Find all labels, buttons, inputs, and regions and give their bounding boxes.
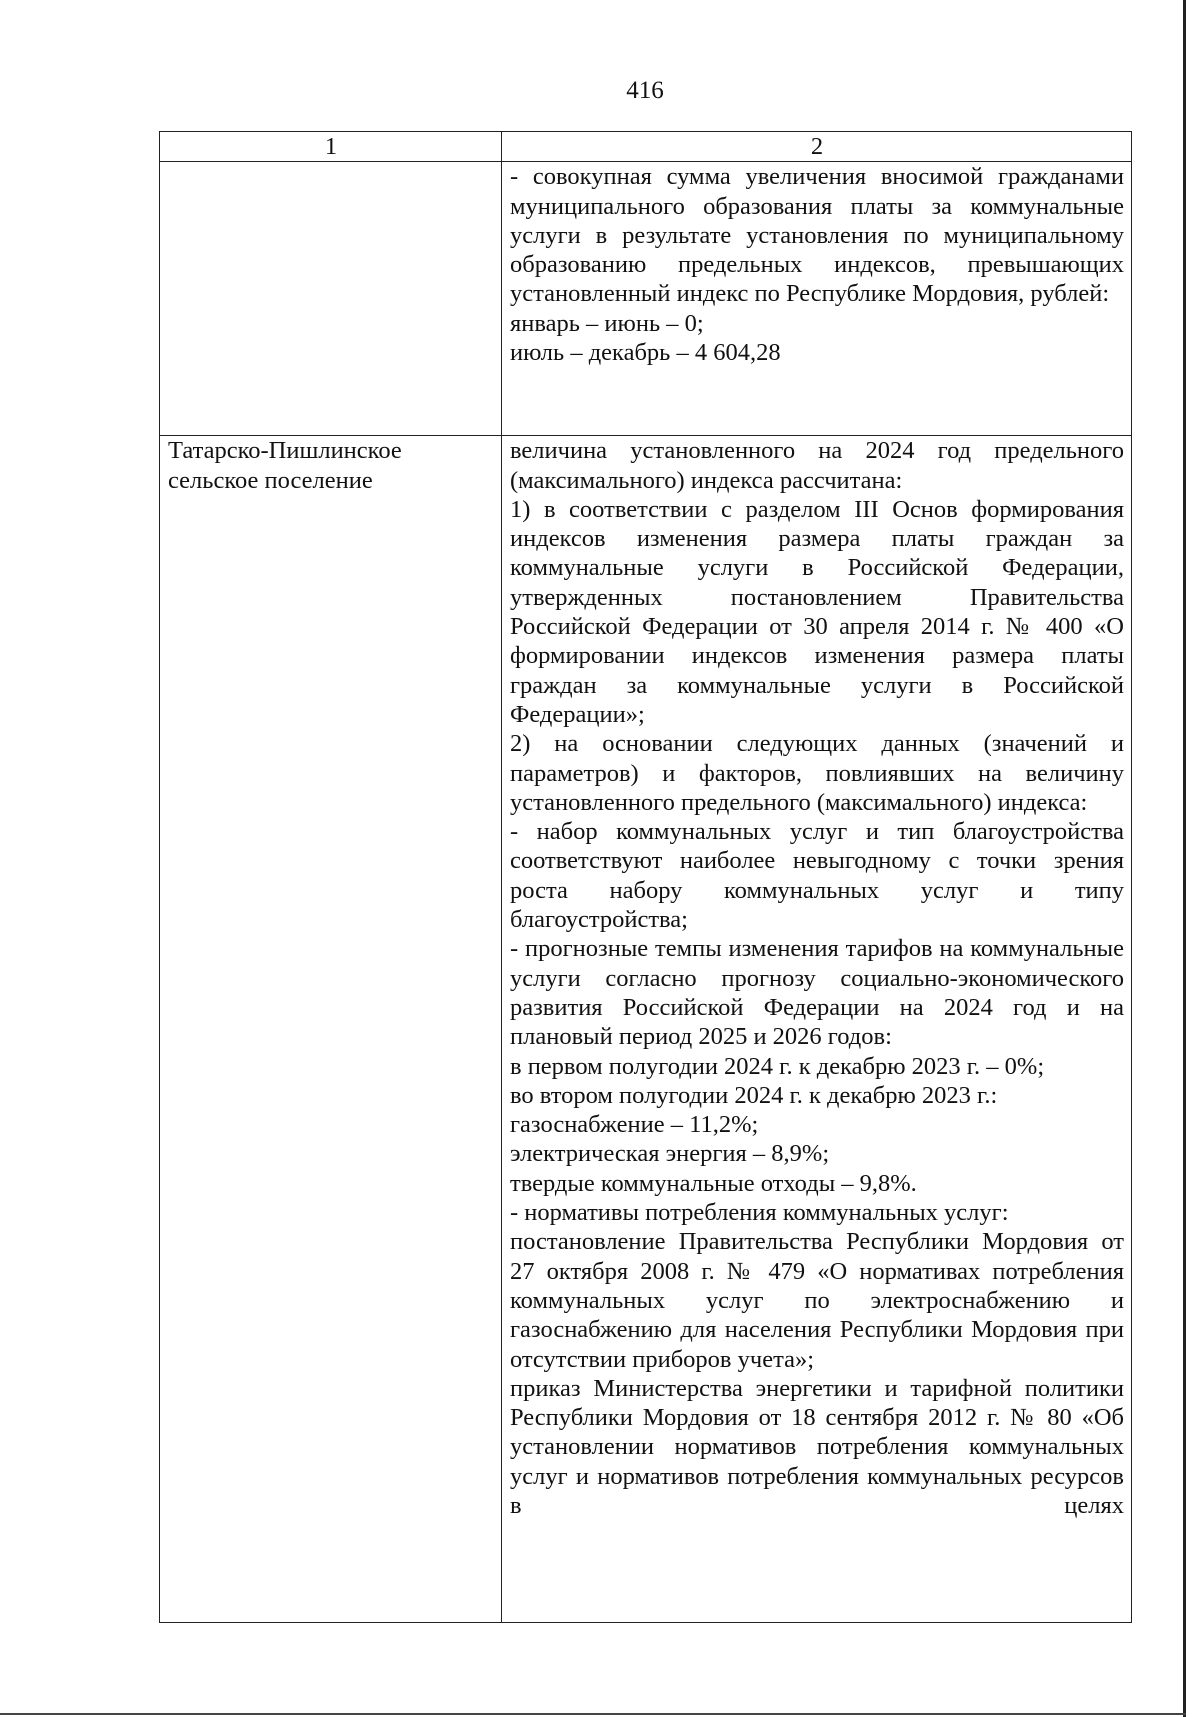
table-row bbox=[160, 436, 1132, 1623]
paragraph: постановление Правительства Республики Мордовия от 27 октября 2008 г. № 479 «О нормативах потребления коммунальных услуг по электроснабжению и газоснабжению для населения Республики Мордовия при отсутствии приборов учета»; bbox=[510, 1228, 1124, 1373]
paragraph: июль – декабрь – 4 604,28 bbox=[510, 339, 781, 367]
scan-border-bottom bbox=[0, 1713, 1186, 1715]
page-number: 416 bbox=[626, 77, 664, 104]
paragraph: - нормативы потребления коммунальных услуг: bbox=[510, 1199, 1009, 1227]
paragraph: в первом полугодии 2024 г. к декабрю 2023 г. – 0%; bbox=[510, 1052, 1045, 1080]
table-header-row bbox=[160, 132, 1132, 162]
paragraph: 2) на основании следующих данных (значений и параметров) и факторов, повлиявших на величину установленного предельного (максимального) индекса: bbox=[510, 730, 1124, 816]
table-row bbox=[160, 162, 1132, 436]
column-header-2: 2 bbox=[502, 132, 1132, 162]
paragraph: приказ Министерства энергетики и тарифной политики Республики Мордовия от 18 сентября 2012 г. № 80 «Об установлении нормативов потребления коммунальных услуг и нормативов потребления коммунальных ресурсов в целях bbox=[510, 1374, 1124, 1519]
document-table bbox=[159, 131, 1132, 1623]
paragraph: твердые коммунальные отходы – 9,8%. bbox=[510, 1169, 917, 1197]
paragraph: электрическая энергия – 8,9%; bbox=[510, 1140, 830, 1168]
paragraph: - совокупная сумма увеличения вносимой гражданами муниципального образования платы за коммунальные услуги в результате установления по муниципальному образованию предельных индексов, превышающих установленный индекс по Республике Мордовия, рублей: bbox=[510, 163, 1124, 308]
paragraph: - набор коммунальных услуг и тип благоустройства соответствуют наиболее невыгодному с точки зрения роста набору коммунальных услуг и типу благоустройства; bbox=[510, 818, 1124, 934]
paragraph: во втором полугодии 2024 г. к декабрю 2023 г.: bbox=[510, 1081, 998, 1109]
column-header-1: 1 bbox=[160, 132, 502, 162]
scan-border-right bbox=[1183, 0, 1186, 1717]
description-cell bbox=[502, 162, 1132, 436]
paragraph: газоснабжение – 11,2%; bbox=[510, 1111, 759, 1139]
paragraph: 1) в соответствии с разделом III Основ формирования индексов изменения размера платы граждан за коммунальные услуги в Российской Федерации, утвержденных постановлением Правительства Российской Федерации от 30 апреля 2014 г. № 400 «О формировании индексов изменения размера платы граждан за коммунальные услуги в Российской Федерации»; bbox=[510, 495, 1124, 728]
place-cell bbox=[160, 162, 502, 436]
paragraph: - прогнозные темпы изменения тарифов на коммунальные услуги согласно прогнозу социально-экономического развития Российской Федерации на 2024 год и на плановый период 2025 и 2026 годов: bbox=[510, 935, 1124, 1051]
paragraph: величина установленного на 2024 год предельного (максимального) индекса рассчитана: bbox=[510, 437, 1124, 494]
paragraph: январь – июнь – 0; bbox=[510, 309, 704, 337]
description-cell bbox=[502, 436, 1132, 1623]
place-cell: Татарско-Пишлинское сельское поселение bbox=[160, 436, 502, 1623]
